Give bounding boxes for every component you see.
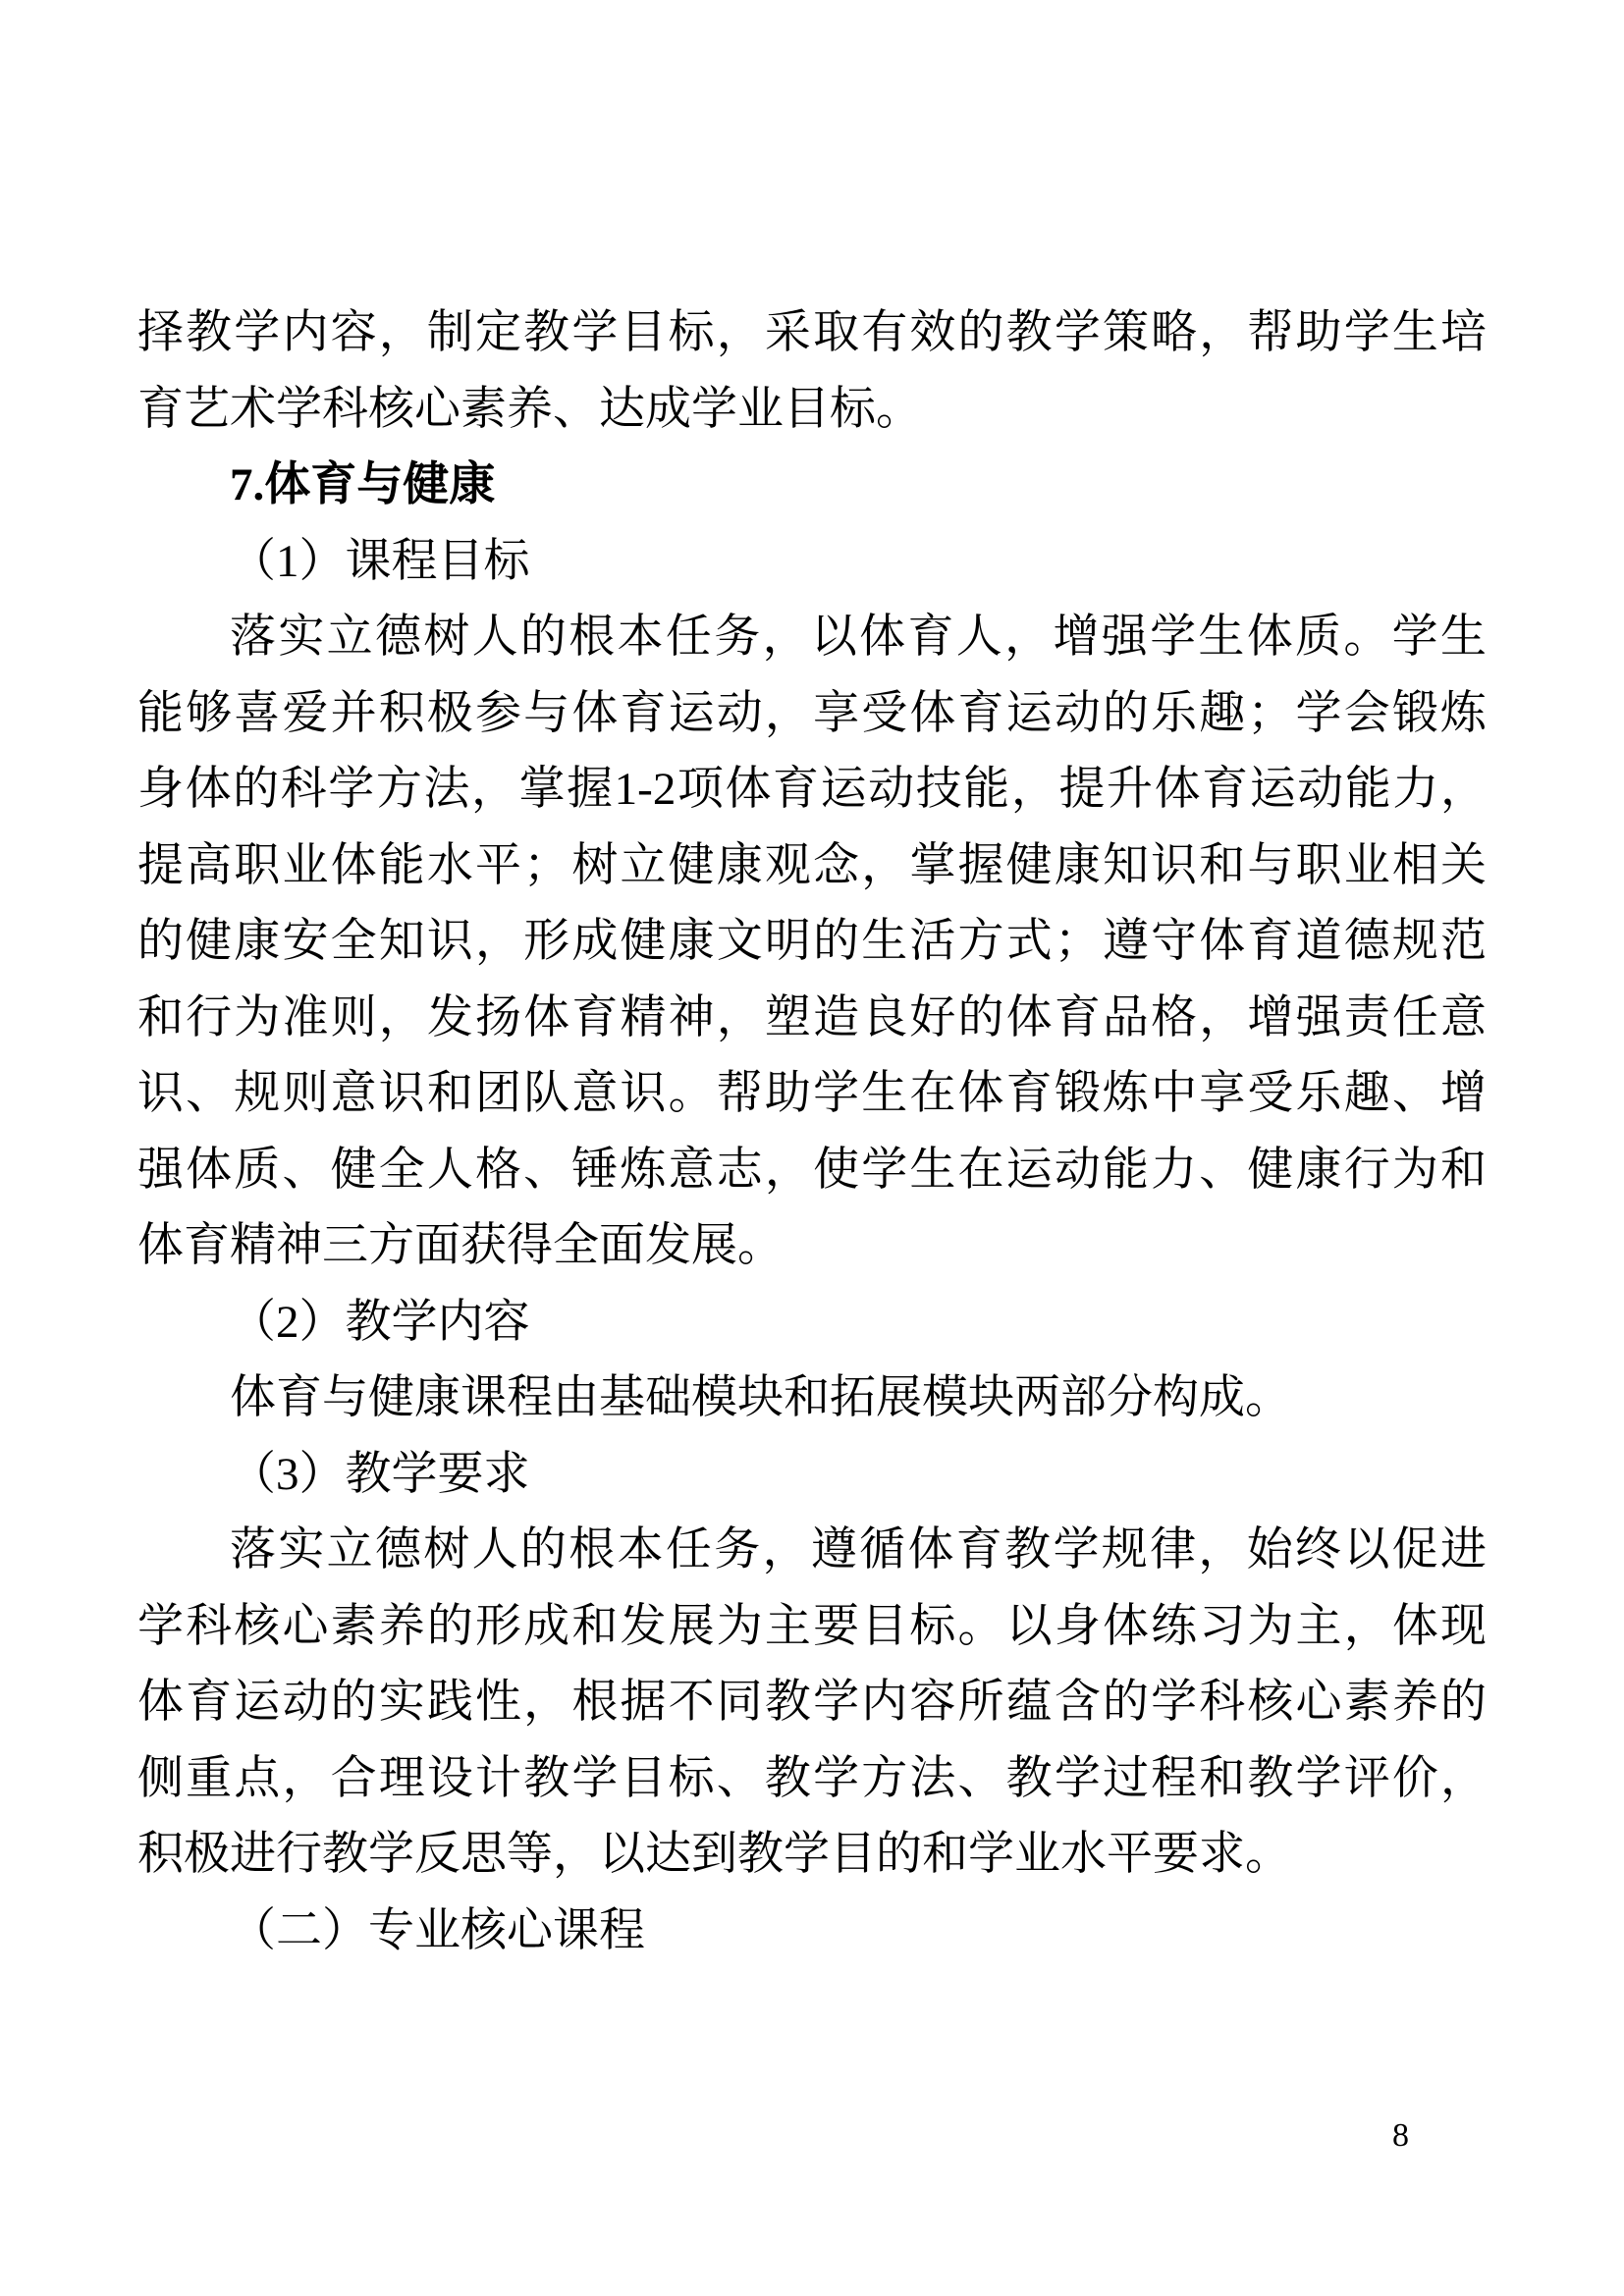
text-line: 的健康安全知识，形成健康文明的生活方式；遵守体育道德规范 — [137, 916, 1487, 967]
text-line: 强体质、健全人格、锤炼意志，使学生在运动能力、健康行为和 — [137, 1144, 1487, 1196]
document-body — [137, 295, 1487, 1969]
page-number: 8 — [1392, 2117, 1409, 2154]
text-line: 落实立德树人的根本任务，以体育人，增强学生体质。学生 — [230, 612, 1487, 663]
text-line: 落实立德树人的根本任务，遵循体育教学规律，始终以促进 — [230, 1524, 1487, 1575]
text-line: 积极进行教学反思等，以达到教学目的和学业水平要求。 — [137, 1829, 1291, 1880]
subheading-teaching-requirements: （3）教学要求 — [230, 1448, 530, 1500]
text-line: 和行为准则，发扬体育精神，塑造良好的体育品格，增强责任意 — [137, 991, 1487, 1043]
text-line: 身体的科学方法，掌握1-2项体育运动技能，提升体育运动能力， — [137, 764, 1487, 815]
text-line: 体育运动的实践性，根据不同教学内容所蕴含的学科核心素养的 — [137, 1677, 1487, 1728]
subheading-teaching-content: （2）教学内容 — [230, 1296, 530, 1348]
text-line: 体育与健康课程由基础模块和拓展模块两部分构成。 — [230, 1372, 1291, 1423]
text-line: 识、规则意识和团队意识。帮助学生在体育锻炼中享受乐趣、增 — [137, 1068, 1487, 1119]
subheading-course-objectives: （1）课程目标 — [230, 535, 530, 587]
text-line: 体育精神三方面获得全面发展。 — [137, 1220, 784, 1271]
subheading-major-core-courses: （二）专业核心课程 — [230, 1904, 645, 1956]
text-line: 学科核心素养的形成和发展为主要目标。以身体练习为主，体现 — [137, 1600, 1487, 1652]
text-line: 育艺术学科核心素养、达成学业目标。 — [137, 383, 922, 435]
text-line: 侧重点，合理设计教学目标、教学方法、教学过程和教学评价， — [137, 1752, 1487, 1804]
text-line: 能够喜爱并积极参与体育运动，享受体育运动的乐趣；学会锻炼 — [137, 687, 1487, 739]
text-line: 择教学内容，制定教学目标，采取有效的教学策略，帮助学生培 — [137, 307, 1487, 358]
text-line: 提高职业体能水平；树立健康观念，掌握健康知识和与职业相关 — [137, 839, 1487, 891]
heading-sports-health: 7.体育与健康 — [230, 459, 496, 510]
